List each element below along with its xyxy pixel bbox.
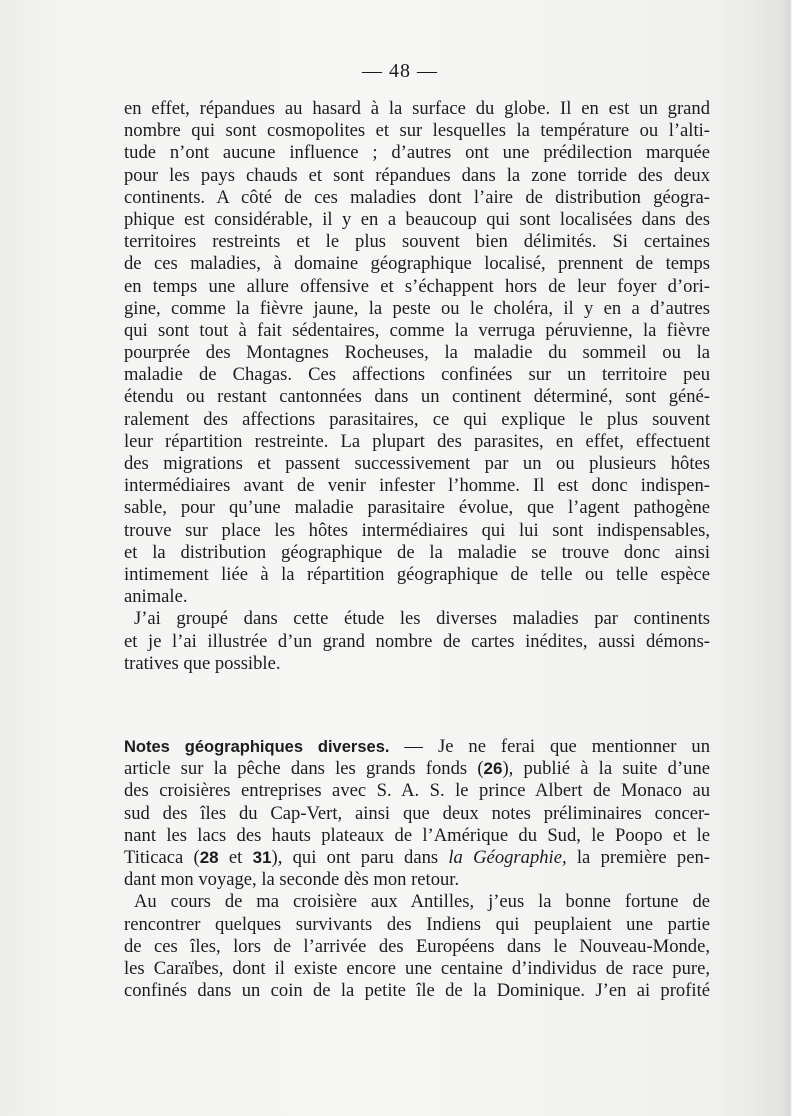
reference-number: 26 [483,759,503,779]
text-line: phique est considérable, il y en a beaucoup qui sont localisées dans des [124,208,710,230]
text-line: sable, pour qu’une maladie parasitaire évolue, que l’agent pathogène [124,497,710,519]
text-line: et je l’ai illustrée d’un grand nombre de cartes inédites, aussi démons- [124,630,710,652]
section-heading: Notes géographiques diverses. [124,738,390,756]
text-line: intimement liée à la répartition géographique de telle ou telle espèce [124,563,710,585]
text-line: en temps une allure offensive et s’échappent hors de leur foyer d’ori- [124,275,710,297]
text-line: en effet, répandues au hasard à la surface du globe. Il en est un grand [124,98,710,119]
text-line: nant les lacs des hauts plateaux de l’Amérique du Sud, le Poopo et le [124,824,710,846]
text-line: de ces îles, lors de l’arrivée des Européens dans le Nouveau-Monde, [124,935,710,957]
text-line: leur répartition restreinte. La plupart des parasites, en effet, effectuent [124,430,710,452]
text-line: de ces maladies, à domaine géographique localisé, prennent de temps [124,253,710,275]
text-line: confinés dans un coin de la petite île de la Dominique. J’en ai profité [124,980,710,1002]
text-line: pour les pays chauds et sont répandues dans la zone torride des deux [124,164,710,186]
reference-number: 31 [252,847,272,867]
text-line: dant mon voyage, la seconde dès mon retour. [124,869,460,891]
body-text-top [124,98,710,675]
body-text-bottom [124,736,710,1002]
paragraph-disease-distribution [124,98,710,608]
text-line: des croisières entreprises avec S. A. S. le prince Albert de Monaco au [124,780,710,802]
text-line: tude n’ont aucune influence ; d’autres ont une prédilection marquée [124,142,710,164]
text-line: Au cours de ma croisière aux Antilles, j’eus la bonne fortune de [134,891,710,913]
text-line: article sur la pêche dans les grands fonds (26), publié à la suite d’une [124,758,710,780]
paragraph-grouping [124,608,710,675]
text-line: étendu ou restant cantonnées dans un continent déterminé, sont géné- [124,386,710,408]
text-line: trouve sur place les hôtes intermédiaires qui lui sont indispensables, [124,519,710,541]
text-line: nombre qui sont cosmopolites et sur lesquelles la température ou l’alti- [124,120,710,142]
reference-number: 28 [199,847,219,867]
text-line: Titicaca (28 et 31), qui ont paru dans la Géographie, la première pen- [124,846,710,868]
text-line: rencontrer quelques survivants des Indiens qui peuplaient une partie [124,913,710,935]
text-line: tratives que possible. [124,652,281,674]
section-notes-geographiques [124,736,710,891]
text-line: animale. [124,586,188,608]
text-line: sud des îles du Cap-Vert, ainsi que deux notes préliminaires concer- [124,802,710,824]
page-number: — 48 — [362,60,438,82]
text-line: J’ai groupé dans cette étude les diverses maladies par continents [134,608,710,630]
text-line: maladie de Chagas. Ces affections confinées sur un territoire peu [124,364,710,386]
paragraph-antilles [124,891,710,1002]
text-line: intermédiaires avant de venir infester l’homme. Il est donc indispen- [124,475,710,497]
journal-title: la Géographie, [448,846,567,868]
text-line: territoires restreints et le plus souvent bien délimités. Si certaines [124,231,710,253]
text-line: ralement des affections parasitaires, ce qui explique le plus souvent [124,408,710,430]
text-line: qui sont tout à fait sédentaires, comme la verruga péruvienne, la fièvre [124,319,710,341]
text-line: Notes géographiques diverses. — Je ne ferai que mentionner un [124,736,710,757]
text-line: gine, comme la fièvre jaune, la peste ou le choléra, il y en a d’autres [124,297,710,319]
text-line: et la distribution géographique de la maladie se trouve donc ainsi [124,541,710,563]
text-line: les Caraïbes, dont il existe encore une centaine d’individus de race pure, [124,957,710,979]
text-line: des migrations et passent successivement par un ou plusieurs hôtes [124,453,710,474]
text-line: continents. A côté de ces maladies dont l’aire de distribution géogra- [124,186,710,208]
text-line: pourprée des Montagnes Rocheuses, la maladie du sommeil ou la [124,342,710,364]
